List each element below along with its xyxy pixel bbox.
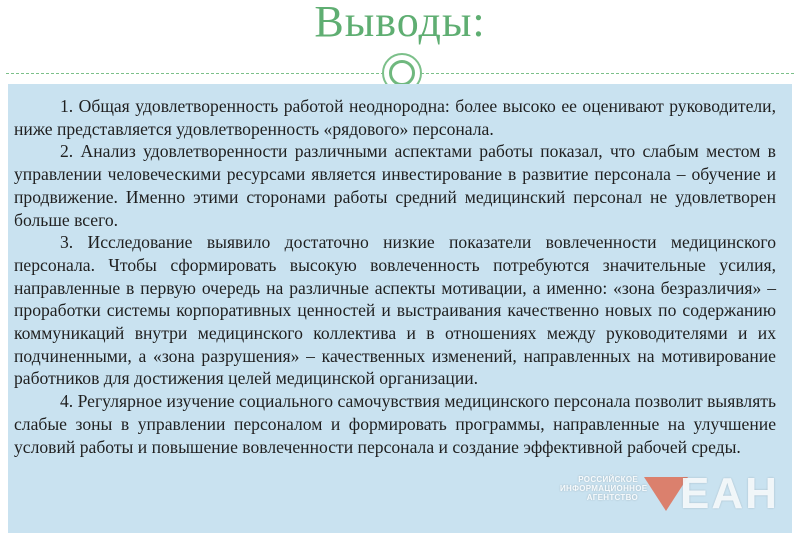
conclusion-paragraph-4: 4. Регулярное изучение социального самочувствия медицинского персонала позволит выявлять слабые зоны в управлении персоналом и формировать программы, направленные на улучшение условий работы и повышение вовлеченности персонала и создание эффективной рабочей среды.: [14, 391, 776, 457]
conclusions-text: [14, 95, 776, 458]
conclusion-paragraph-3: 3. Исследование выявило достаточно низкие показатели вовлеченности медицинского персонала. Чтобы сформировать высокую вовлеченность потребуются значительные усилия, направленные в первую очередь на различные аспекты мотивации, а именно: «зона безразличия» – проработки системы корпоративных ценностей и выстраивания качественно новых по содержанию коммуникаций внутри медицинского коллектива и в отношениях между руководителями и их подчиненными, а «зона разрушения» – качественных изменений, направленных на мотивирование работников для достижения целей медицинской организации.: [14, 232, 776, 389]
conclusion-paragraph-1: 1. Общая удовлетворенность работой неоднородна: более высоко ее оценивают руководители, ниже представляется удовлетворенность «рядового» персонала.: [14, 96, 776, 139]
conclusion-paragraph-2: 2. Анализ удовлетворенности различными аспектами работы показал, что слабым местом в управлении человеческими ресурсами является инвестирование в развитие персонала – обучение и продвижение. Именно этими сторонами работы средний медицинский персонал не удовлетворен больше всего.: [14, 141, 776, 230]
watermark-logo: ЕАН: [680, 469, 779, 518]
circle-ornament-inner: [389, 60, 415, 86]
watermark: [560, 469, 790, 519]
watermark-agency-text: РОССИЙСКОЕ ИНФОРМАЦИОННОЕ АГЕНТСТВО: [560, 475, 648, 502]
slide-title: Выводы:: [314, 0, 486, 46]
